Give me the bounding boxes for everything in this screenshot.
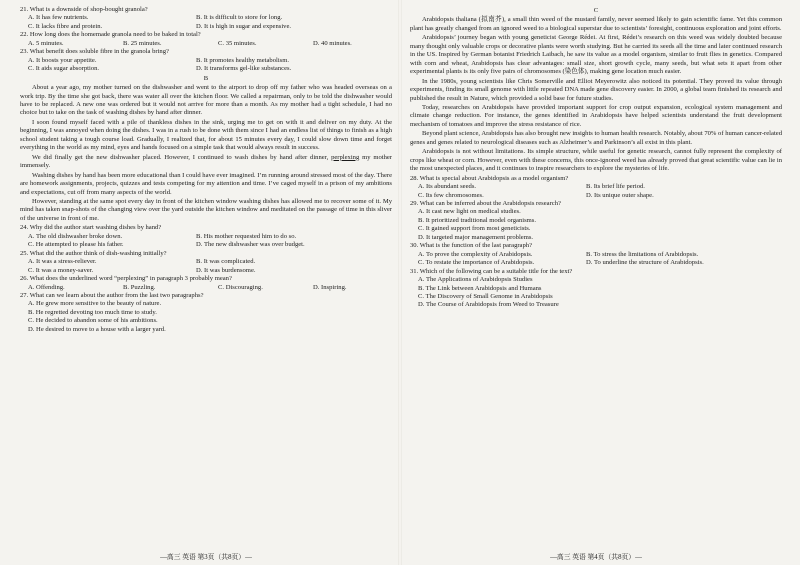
- option-c: C. It lacks fibre and protein.: [28, 22, 103, 30]
- passage-paragraph: About a year ago, my mother turned on the dishwasher and went to the airport to drop off my father who was headed overseas on a work trip. By the time she got back, there was water all over the kitchen floor. We called a repairman, only to be told the dishwasher would have to be replaced. A new one was ordered but it would not arrive for more than a month. As my mother had a tight schedule, I had no choice but to take on the task of washing dishes by hand after dinner.: [20, 84, 392, 117]
- option-c: C. 35 minutes.: [218, 39, 257, 47]
- option-c: C. To restate the importance of Arabidopsis.: [418, 259, 535, 267]
- page-fold: [398, 0, 402, 565]
- option-c: C. It aids sugar absorption.: [28, 65, 100, 73]
- passage-paragraph: [20, 154, 392, 171]
- right-page: [410, 6, 782, 310]
- option-a: A. Offending.: [28, 283, 65, 291]
- option-b: B. Its brief life period.: [586, 183, 645, 191]
- option-d: D. It was burdensome.: [196, 266, 256, 274]
- question-stem: 23. What benefit does soluble fibre in the granola bring?: [20, 48, 169, 56]
- question-stem: 24. Why did the author start washing dishes by hand?: [20, 224, 162, 232]
- section-heading-b: B: [203, 74, 209, 82]
- option-a: A. To prove the complexity of Arabidopsis.: [418, 250, 533, 258]
- question-28: [410, 175, 782, 200]
- option-d: D. It targeted major management problems.: [418, 233, 534, 241]
- question-stem: 22. How long does the homemade granola need to be baked in total?: [20, 31, 201, 39]
- option-b: B. The Link between Arabidopsis and Humans: [418, 284, 542, 292]
- option-a: A. He grew more sensitive to the beauty of nature.: [28, 300, 162, 308]
- question-stem: 31. Which of the following can be a suitable title for the text?: [410, 267, 573, 275]
- question-26: [20, 275, 392, 292]
- option-a: A. 5 minutes.: [28, 39, 64, 47]
- underlined-word: perplexing: [331, 153, 360, 161]
- option-d: D. To underline the structure of Arabidopsis.: [586, 259, 704, 267]
- question-30: [410, 242, 782, 267]
- question-31: [410, 268, 782, 310]
- paragraph-text: my mother immensely.: [20, 153, 393, 170]
- option-c: C. It was a money-saver.: [28, 266, 94, 274]
- paragraph-text: We did finally get the new dishwasher placed. However, I continued to wash dishes by hand after dinner,: [32, 153, 329, 161]
- option-a: A. It cast new light on medical studies.: [418, 208, 521, 216]
- question-24: [20, 224, 392, 249]
- option-b: B. It was complicated.: [196, 258, 256, 266]
- question-stem: 25. What did the author think of dish-washing initially?: [20, 249, 167, 257]
- page-footer-left: —高三 英语 第3页（共8页）—: [160, 554, 252, 561]
- option-b: B. 25 minutes.: [123, 39, 162, 47]
- passage-paragraph: Washing dishes by hand has been more educational than I could have ever imagined. I’m running around stressed most of the day. There are homework assignments, projects, quizzes and tests competing for my attention and time. I’ve caged myself in a prison of my ambitions and expectations, cut off from many aspects of the world.: [20, 171, 393, 196]
- question-stem: 27. What can we learn about the author from the last two paragraphs?: [20, 291, 204, 299]
- option-c: C. Its few chromosomes.: [418, 191, 484, 199]
- option-d: D. It transforms gel-like substances.: [196, 65, 292, 73]
- option-b: B. His mother requested him to do so.: [196, 232, 297, 240]
- option-d: D. He desired to move to a house with a larger yard.: [28, 325, 166, 333]
- passage-paragraph: However, standing at the same spot every day in front of the kitchen window washing dishes has allowed me to recover some of it. My mind has taken snap-shots of the changing view over the yard outside the kitchen window and meditated on the passage of time in this sliver of the universe in front of me.: [20, 197, 392, 222]
- question-25: [20, 250, 392, 275]
- question-22: [20, 31, 392, 48]
- passage-paragraph: Arabidopsis thaliana (拟南芥), a small thin weed of the mustard family, never seemed likely to gain scientific fame. Yet this common plant has greatly changed from an ignored weed to a biological superstar due to scientists’ foresight, continuous exploration and joint efforts.: [410, 16, 782, 32]
- question-27: [20, 292, 392, 334]
- question-stem: 30. What is the function of the last paragraph?: [410, 242, 533, 250]
- passage-paragraph: Arabidopsis is not without limitations. Its simple structure, while useful for genetic research, cannot fully represent the complexity of crops like wheat or corn. However, even with these concerns, this once-ignored weed has already proved that great scientific value can lie in the most unexpected places, and it continues to inspire researchers to explore the mysteries of life.: [410, 148, 782, 173]
- option-a: A. It was a stress-reliever.: [28, 258, 97, 266]
- question-stem: 28. What is special about Arabidopsis as a model organism?: [410, 174, 569, 182]
- option-a: A. It boosts your appetite.: [28, 56, 97, 64]
- option-d: D. Its unique outer shape.: [586, 191, 654, 199]
- option-b: B. It prioritized traditional model organisms.: [418, 216, 536, 224]
- question-stem: 21. What is a downside of shop-bought granola?: [20, 6, 148, 13]
- page-footer-right: —高三 英语 第4页（共8页）—: [550, 554, 642, 561]
- question-stem: 29. What can be inferred about the Arabidopsis research?: [410, 199, 561, 207]
- option-b: B. To stress the limitations of Arabidopsis.: [586, 250, 699, 258]
- passage-paragraph: Beyond plant science, Arabidopsis has also brought new insights to human health research. Notably, about 70% of human cancer-related genes and genes related to neurological diseases such as Alzheimer’s and Parkinson’s all exist in this plant.: [410, 130, 782, 146]
- question-stem: 26. What does the underlined word “perplexing” in paragraph 3 probably mean?: [20, 275, 232, 283]
- option-b: B. He regretted devoting too much time to study.: [28, 308, 157, 316]
- option-c: C. Discouraging.: [218, 283, 263, 291]
- option-b: B. It is difficult to store for long.: [196, 14, 283, 22]
- option-c: C. He attempted to please his father.: [28, 241, 124, 249]
- option-c: C. He decided to abandon some of his ambitions.: [28, 317, 158, 325]
- option-d: D. Inspiring.: [313, 283, 347, 291]
- left-page: [20, 6, 392, 334]
- passage-paragraph: In the 1980s, young scientists like Chris Somerville and Elliot Meyerowitz also noticed its potential. They proved its value through experiments, finding its small genome with little repeated DNA made gene discovery easier. In 2000, a global team finished its research and published the result in Nature, which provided a solid base for future studies.: [410, 77, 782, 102]
- option-a: A. Its abundant seeds.: [418, 183, 477, 191]
- option-a: A. The old dishwasher broke down.: [28, 232, 123, 240]
- option-b: B. Puzzling.: [123, 283, 156, 291]
- passage-paragraph: Today, researches on Arabidopsis have provided important support for crop output expansion, ecological system management and climate change reduction. For instance, the genes identified in Arabidopsis have helped scientists understand the fruit development mechanism of tomatoes and improve the stress resistance of rice.: [410, 103, 782, 128]
- option-c: C. It gained support from most geneticists.: [418, 225, 531, 233]
- question-23: [20, 48, 392, 73]
- option-d: D. It is high in sugar and expensive.: [196, 22, 292, 30]
- section-heading-c: C: [593, 7, 599, 14]
- passage-paragraph: Arabidopsis’ journey began with young geneticist George Rédei. At first, Rédei’s research on this weed was widely doubted because many thought only valuable crops or decorative plants were worth studying. But he carried its seeds all the time and later continued research in the US. Inspired by German botanist Friedrich Laibach, he saw its value as a model organism, similar to fruit flies in genetics. Compared with corn and wheat, Arabidopsis has clear advantages: small size, short growth cycle, many seeds, but what sets it apart from other experimental plants is its only five pairs of chromosomes (染色体), making gene location much easier.: [410, 34, 782, 76]
- option-c: C. The Discovery of Small Genome in Arabidopsis: [418, 292, 553, 300]
- option-d: D. The new dishwasher was over budget.: [196, 241, 305, 249]
- question-29: [410, 200, 782, 242]
- option-d: D. 40 minutes.: [313, 39, 352, 47]
- option-b: B. It promotes healthy metabolism.: [196, 56, 290, 64]
- option-d: D. The Course of Arabidopsis from Weed to Treasure: [418, 301, 559, 309]
- passage-paragraph: I soon found myself faced with a pile of thankless dishes in the sink, urging me to get on with it and deliver on my duty. At the beginning, I was annoyed when doing the dishes. I was in a rush to be done with them since I had an endless list of things to finish as a high school student taking a tough course load. Gradually, I realized that, for about 15 minutes every day, I could slow down time and forget everything in the world as my mind, eyes and hands focused on a simple task that would always result in success.: [20, 118, 392, 152]
- option-a: A. It has few nutrients.: [28, 14, 89, 22]
- question-21: [20, 6, 392, 31]
- option-a: A. The Applications of Arabidopsis Studies: [418, 276, 533, 284]
